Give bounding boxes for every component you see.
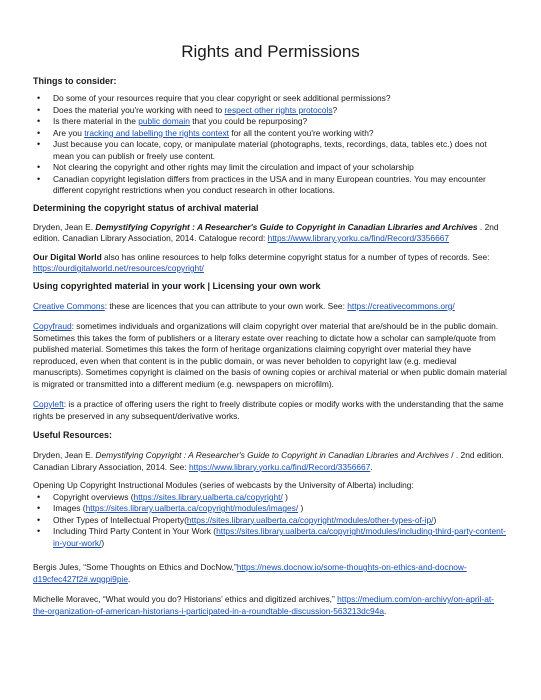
list-item: • Canadian copyright legislation differs from practices in the USA and in many European countries. You may encounter different copyright restrictions when you conduct research in other locations. (53, 174, 508, 197)
moravec-reference: Michelle Moravec, “What would you do? Historians’ ethics and digitized archives,” https://medium.com/on-archivy/on-april-at-the-organization-of-american-historians-i-participated-in-a-roundtable-discussion-563213dc94a. (33, 594, 494, 616)
odw-paragraph: Our Digital World also has online resources to help folks determine copyright status for a number of types of records. See: https://ourdigitalworld.net/resources/copyright/ (33, 251, 490, 273)
cc-url-link[interactable]: https://creativecommons.org/ (347, 300, 455, 311)
dryden-see-link[interactable]: https://www.library.yorku.ca/find/Record/3356667 (188, 461, 371, 472)
cc-paragraph: Creative Commons: these are licences that you can attribute to your own work. See: https://creativecommons.org/ (33, 300, 455, 311)
list-item: • Are you tracking and labelling the rights context for all the content you're working with? (53, 128, 508, 140)
catalogue-record-link[interactable]: https://www.library.yorku.ca/find/Record/3356667 (267, 233, 450, 243)
copyfraud-link[interactable]: Copyfraud (33, 321, 72, 331)
modules-list (33, 492, 508, 550)
list-item: • Copyright overviews (https://sites.library.ualberta.ca/copyright/ ) (53, 492, 508, 504)
creative-commons-link[interactable]: Creative Commons (33, 300, 105, 311)
things-list (33, 93, 508, 197)
list-item: • Including Third Party Content in Your Work (https://sites.library.ualberta.ca/copyright/modules/including-third-party-content-in-your-work/) (53, 526, 508, 549)
rights-context-link[interactable]: tracking and labelling the rights context (84, 127, 229, 138)
useful-heading: Useful Resources: (33, 430, 113, 440)
module-link[interactable]: https://sites.library.ualberta.ca/copyright/modules/including-third-party-content-in-your-work/ (53, 526, 506, 548)
page-title: Rights and Permissions (181, 42, 360, 61)
licensing-heading: Using copyrighted material in your work | Licensing your own work (33, 280, 321, 291)
list-item: • Does the material you're working with need to respect other rights protocols? (53, 105, 508, 117)
copyleft-link[interactable]: Copyleft (33, 399, 64, 409)
things-heading: Things to consider: (33, 76, 117, 86)
copyfraud-paragraph: Copyfraud: sometimes individuals and organizations will claim copyright over material that are/should be in the public domain. Sometimes this takes the form of publishers or a literary estate over reaching to dictate how a scholar can sample/quote from published material. Sometimes this takes the form of heritage organizations claiming copyright over material they have reproduced, even when that content is in the public domain, or was never beholden to copyright law (e.g. medieval manuscripts). Sometimes copyright is claimed on the basis of owning copies or archival material or when public domain material is migrated or transmitted into a different medium (e.g. newspapers on microfilm). (33, 321, 507, 389)
list-item: • Is there material in the public domain that you could be repurposing? (53, 116, 508, 128)
module-link[interactable]: https://sites.library.ualberta.ca/copyright/ (133, 491, 283, 502)
bergis-reference: Bergis Jules, “Some Thoughts on Ethics and DocNow,”https://news.docnow.io/some-thoughts-on-ethics-and-docnow-d19cfec427f2#.wqgpi9pie. (33, 562, 467, 584)
medium-link[interactable]: https://medium.com/on-archivy/on-april-at-the-organization-of-american-historians-i-participated-in-a-roundtable-discussion-563213dc94a (33, 594, 494, 616)
public-domain-link[interactable]: public domain (138, 116, 190, 126)
list-item: • Not clearing the copyright and other rights may limit the circulation and impact of your scholarship (53, 162, 508, 174)
module-link[interactable]: https://sites.library.ualberta.ca/copyright/modules/other-types-of-ip/ (186, 514, 434, 525)
dryden-reference: Dryden, Jean E. Demystifying Copyright : A Researcher's Guide to Copyright in Canadian Libraries and Archives . 2nd edition. Canadian Library Association, 2014. Catalogue record: https://www.library.yorku.ca/find/Record/3356667 (33, 221, 499, 243)
determining-heading: Determining the copyright status of archival material (33, 202, 259, 213)
copyleft-paragraph: Copyleft: is a practice of offering users the right to freely distribute copies or modify works with the understanding that the same rights be preserved in any subsequent/derivative works. (33, 399, 504, 421)
list-item: • Images (https://sites.library.ualberta.ca/copyright/modules/images/ ) (53, 503, 508, 515)
module-link[interactable]: https://sites.library.ualberta.ca/copyright/modules/images/ (85, 503, 299, 513)
rights-protocols-link[interactable]: respect other rights protocols (224, 104, 333, 115)
dryden-see-reference: Dryden, Jean E. Demystifying Copyright : A Researcher's Guide to Copyright in Canadian Libraries and Archives / . 2nd edition. Canadian Library Association, 2014. See: https://www.library.yorku.ca/find/Record/3356667. (33, 450, 504, 472)
modules-intro: Opening Up Copyright Instructional Modules (series of webcasts by the University of Alberta) including: (33, 480, 414, 490)
list-item: • Do some of your resources require that you clear copyright or seek additional permissions? (53, 93, 508, 105)
odw-link[interactable]: https://ourdigitalworld.net/resources/copyright/ (33, 263, 204, 273)
list-item: • Just because you can locate, copy, or manipulate material (photographs, texts, recordings, data, tables etc.) does not mean you can publish or freely use content. (53, 139, 508, 162)
docnow-link[interactable]: https://news.docnow.io/some-thoughts-on-ethics-and-docnow-d19cfec427f2#.wqgpi9pie (33, 562, 467, 584)
list-item: • Other Types of Intellectual Property(https://sites.library.ualberta.ca/copyright/modules/other-types-of-ip/) (53, 515, 508, 527)
